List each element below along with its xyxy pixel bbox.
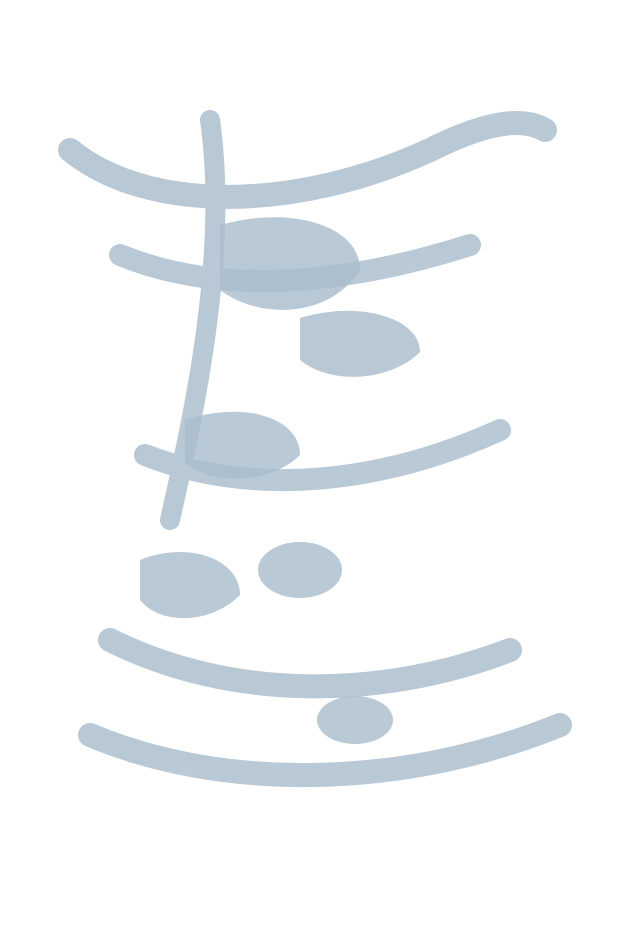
watermark-stroke-top xyxy=(70,123,545,197)
watermark-dot-1 xyxy=(258,542,342,598)
watermark-dot-2 xyxy=(317,696,393,744)
watermark-letter-4 xyxy=(140,552,240,618)
watermark-letter-2 xyxy=(300,311,420,377)
watermark-letter-3 xyxy=(185,412,300,479)
watermark-stroke-lower xyxy=(110,640,510,686)
watermark-letter-1 xyxy=(220,217,360,310)
